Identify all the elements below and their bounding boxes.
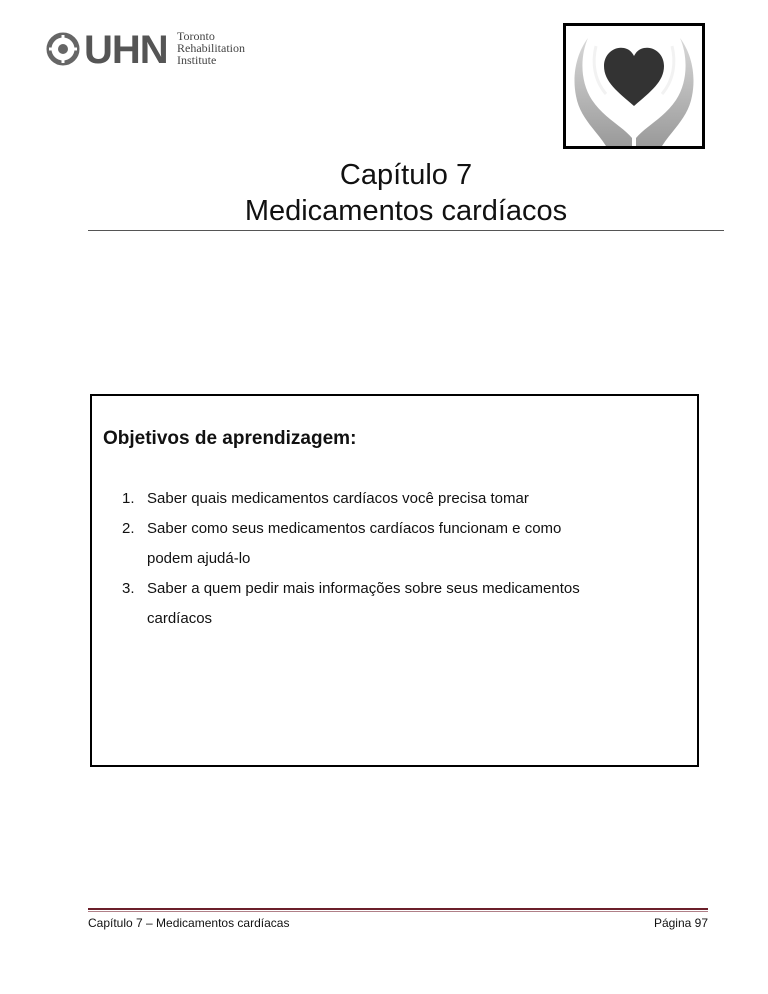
heart-illustration-frame	[563, 23, 705, 149]
objectives-heading: Objetivos de aprendizagem:	[103, 428, 357, 449]
uhn-emblem-icon	[46, 32, 80, 66]
page-number: Página 97	[653, 916, 708, 930]
footer-chapter-label: Capítulo 7 – Medicamentos cardíacas	[88, 916, 290, 930]
objective-number: 3.	[122, 580, 135, 597]
logo-subtitle	[177, 30, 245, 66]
footer-divider-shadow	[88, 911, 708, 912]
footer-divider	[88, 908, 708, 910]
objective-number: 2.	[122, 520, 135, 537]
logo-sub-line: Toronto	[177, 29, 215, 43]
logo-sub-line: Rehabilitation	[177, 41, 245, 55]
objective-item	[122, 514, 682, 574]
objective-text-line: cardíacos	[147, 610, 213, 627]
uhn-logo	[46, 24, 266, 76]
objective-item	[122, 484, 682, 514]
learning-objectives-box	[90, 394, 699, 767]
objective-number: 1.	[122, 490, 135, 507]
logo-sub-line: Institute	[177, 53, 217, 67]
objective-item	[122, 574, 682, 634]
objectives-list	[122, 484, 682, 634]
objective-text-line: Saber quais medicamentos cardíacos você precisa tomar	[147, 490, 529, 507]
objective-text-line: Saber a quem pedir mais informações sobre seus medicamentos	[147, 580, 580, 597]
logo-wordmark: UHN	[84, 28, 168, 72]
chapter-title: Medicamentos cardíacos	[244, 195, 568, 227]
title-divider	[88, 230, 724, 231]
heart-in-hands-icon	[566, 26, 702, 146]
objective-text-line: podem ajudá-lo	[147, 550, 251, 567]
objective-text-line: Saber como seus medicamentos cardíacos funcionam e como	[147, 520, 562, 537]
chapter-number: Capítulo 7	[339, 159, 473, 191]
